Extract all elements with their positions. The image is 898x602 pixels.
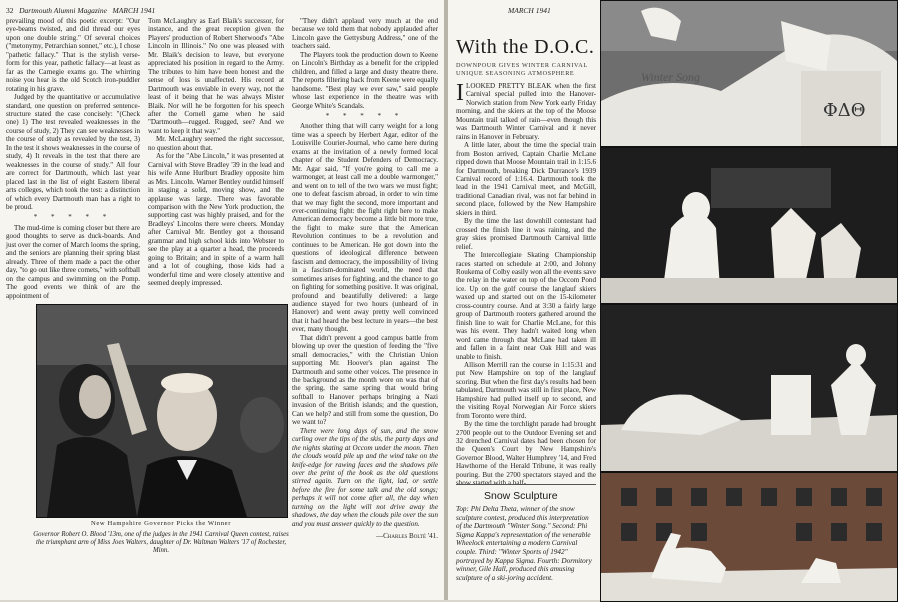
- running-head-right: [508, 6, 551, 15]
- paragraph: As for the "Abe Lincoln," it was presented at Carnival with Steve Bradley '39 in the lead and his wife Anne Hurlburt Bradley opposite him as Mrs. Lincoln. Warner Bentley outdid himself in staging a solid, moving show, and the applause was large. There was favorable comparison with the New York production, the supporting cast was highly praised, and for the Bradleys' Lincolns there were cheers. Monday after Carnival Mr. Bentley got a thousand grammar and high school kids into Webster to see the play at a quarter a head, the proceeds going to Britain; and in spite of a warm hall and a lot of coughing, those kids had a wonderful time and were closely attentive and seemed deeply impressed.: [148, 152, 284, 288]
- issue-date: MARCH 1941: [112, 6, 156, 15]
- sculpture-photo-2: [600, 147, 898, 304]
- sculpture-photo-3: [600, 304, 898, 472]
- article-body: [456, 80, 596, 488]
- paragraph: "They didn't applaud very much at the end because we told them that nobody applauded after Lincoln gave the Gettysburg Address," one of the teachers said.: [292, 17, 438, 51]
- paragraph: The Intercollegiate Skating Championship races started on schedule at 2:00, and Johnny Roukema of Colby easily won all the events save the relay in the water on top of the Occom Pond ice. Up on the golf course the langlauf skiers waxed up and started out on the 15-kilometer cross-country course. And at 3:30 a fairly large group of Dartmouth rooters gathered around the finish line to wait for Charlie McLane, for this was his event. They hadn't waited long when word came through that McLane had taken ill and fallen in a faint near Oak Hill and was unable to finish.: [456, 251, 596, 361]
- left-page: [0, 0, 444, 600]
- running-head: [6, 6, 155, 15]
- sculpture-lettering: Winter Song: [641, 70, 700, 84]
- left-column-1: [6, 17, 140, 299]
- paragraph: Another thing that will carry weight for a long time was a speech by Herbert Agar, editor of the Louisville Courier-Journal, who came here during exams at the invitation of a newly formed local chapter of the Student Defenders of Democracy. Mr. Agar said, "If you're going to call me a warmonger, at least call me a double warmonger," and went on to tell of the two wars we must fight; one to defeat fascism abroad, in order to win time that we may fight the second, more important and ever-continuing fight: the fight right here to make American democracy become a little bit more true, the fight to make sure that the American Revolution continues to be a revolution and continues to be American. He got down into the questions of ideological difference between fascism and democracy, the impossibility of living in a fascism-dominated world, the need that sometimes arises for fighting, and the chance to go on fighting for something positive. It was original, profound and beautifully delivered: a large audience stayed for two hours (unheard of in Hanover) and went away pretty well convinced that it had heard the best lecture in years—the best ever, many thought.: [292, 122, 438, 334]
- paragraph: The mud-time is coming closer but there are good thoughts to serve as duck-boards. And just over the corner of March looms the spring, and the seniors are planning their spring blast already. Three of them made a pact the other day, "to go out like three comets," with softball on the campus and swimming on the Pomp. The good events we think of are the appointment of: [6, 223, 140, 300]
- paragraph: By the time the torchlight parade had brought 2700 people out to the Outdoor Evening set and 32 drenched Carnival dates had been chosen for the Queen's Court by New Hampshire's Governor Blood, Walter Humphrey '14, and Fred Hawthorne of the Herald Tribune, it was really pouring. But the 2700 spectators stayed and the show started with a half-: [456, 420, 596, 488]
- photo-caption-title: New Hampshire Governor Picks the Winner: [90, 520, 232, 527]
- sculpture-photo-1: [600, 0, 898, 147]
- fraternity-letters: ΦΔΘ: [823, 100, 866, 121]
- paragraph: prevailing mood of this poetic excerpt: "Our eye-beams twisted, and did thread our eyes upon one double string." Of several choices ("metonymy, Petrarchian sonnet," etc.), I chose "pathetic fallacy." That is the stylish verse-form for this year, pathetic fallacy—at least as far as the Carnegie exams go. The whirring noise you hear is the old Scotch iron-puddler rotating in his grave.: [6, 17, 140, 93]
- sculpture-photo-2-image: [601, 148, 897, 303]
- paragraph: A little later, about the time the special train from Boston arrived, Captain Charlie McLane ripped down that Moose Mountain trail in 1:15.6 for Dartmouth, breaking Dick Durrance's 1939 Carnival record of 1:16.4. Dartmouth took the lead in the 1941 Carnival meet, and McGill, traditional Canadian rival, was not far behind in second place, followed by the New Hampshire skiers in third.: [456, 141, 596, 217]
- paragraph: There were long days of sun, and the snow curling over the tips of the skis, the party days and the nights skating at Occom under the moon. Then the clouds would pile up and the wind take on the knife-edge for rawing faces and the shadows pile over the print of the book as the old questions stirred again. Turn on the light, lad, or settle before the fire for some talk and the old songs; perhaps it will not come after all, the day when turning on the light will not drive away the shadows, the day when the clouds pile over the sun and you must answer quickly to the question.: [292, 426, 438, 528]
- paragraph: Tom McLaughry as Earl Blaik's successor, for instance, and the great reception given the Players' production of Robert Sherwood's "Abe Lincoln in Illinois." No one was pleased with Mr. Blaik's decision to leave, but everyone appreciated his position in regard to the Army. The tributes to him have been honest and the sense of loss is unaffected. His record at Dartmouth was enviable in every way, not the least of it being that he was always Mister Blaik. Nor will he be forgotten for his speech after the Cornell game when he said "Dartmouth—rugged. Rugged, see? And we want to keep it that way.": [148, 17, 284, 135]
- author-signature: —Charles Bolté '41.: [375, 532, 438, 541]
- sculpture-photo-4-image: [601, 473, 897, 601]
- paragraph: The Players took the production down to Keene on Lincoln's Birthday as a benefit for the crippled children, and filled a large and dusty theatre there. The reports filtering back from Keene were equally handsome. "Best play we ever saw," said people whose last experience in the theatre was with George White's Scandals.: [292, 50, 438, 110]
- magazine-title: Dartmouth Alumni Magazine: [19, 6, 107, 15]
- left-column-3: [292, 17, 438, 585]
- governor-photo-image: [37, 305, 287, 517]
- section-divider: * * * * *: [325, 111, 405, 120]
- photo-caption: Governor Robert O. Blood '13m, one of the judges in the 1941 Carnival Queen contest, raises the triumphant arm of Miss Joes Walters, daughter of Dr. Waltman Walters '17 of Rochester, Minn.: [33, 531, 289, 554]
- paragraph: Judged by the quantitative or accumulative standard, one question on preferred sentence-structure stated the case concisely: "(Check one) 1) The test revealed weaknesses in the course of study, 2) They can see weaknesses in the course of study as revealed by the test, 3) In the test it shows weaknesses in the course of study, 4) It reveals in the test that there are weaknesses in the course of study." All four are correct for Dartmouth, which last year placed last in the list of eight Eastern liberal arts colleges, which took the test: a distinction of which every Dartmouth man has a right to be proud.: [6, 93, 140, 211]
- sculpture-photo-1-image: [601, 1, 897, 146]
- sidebar-text: Top: Phi Delta Theta, winner of the snow sculpture contest, produced this interpretation of the Dartmouth "Winter Song." Second: Phi Sigma Kappa's representation of the venerable Wheelock entertaining a modern Carnival couple. Third: "Winter Sports of 1942" portrayed by Kappa Sigma. Fourth: Dormitory winner, Gile Hall, produced this amusing sculpture of a ski-joring accident.: [456, 505, 592, 582]
- paragraph: By the time the last downhill contestant had crossed the finish line it was raining, and the gray skies promised Dartmouth Carnival little relief.: [456, 217, 596, 251]
- sidebar-title: Snow Sculpture: [484, 490, 558, 502]
- left-column-2: [148, 17, 284, 299]
- drop-cap: I: [456, 80, 464, 106]
- sidebar-rule: [456, 484, 596, 485]
- sculpture-photo-4: [600, 472, 898, 602]
- paragraph: LOOKED PRETTY BLEAK when the first Carnival special pulled into the Hanover-Norwich station from New York early Friday morning, and the skiers at the top of the Moose Mountain trail talked of rain—even though this was Dartmouth Winter Carnival and it never rains in Hanover in February.: [456, 82, 596, 141]
- issue-date: MARCH 1941: [508, 6, 551, 15]
- article-headline: With the D.O.C.: [456, 36, 595, 58]
- right-page: [448, 0, 896, 600]
- paragraph: Allison Merrill ran the course in 1:15:31 and put New Hampshire on top of the langlauf scoring. But when the first day's results had been tabulated, Dartmouth was still in first place, New Hampshire had pulled itself up to second, and the visiting Royal Norwegian Air Force skiers from Toronto were third.: [456, 360, 596, 420]
- governor-photo: [36, 304, 288, 518]
- sculpture-photo-3-image: [601, 305, 897, 471]
- article-deck: DOWNPOUR GIVES WINTER CARNIVAL UNIQUE SEASONING ATMOSPHERE: [456, 62, 588, 77]
- page-number: 32: [6, 6, 14, 15]
- paragraph: Mr. McLaughry seemed the right successor, no question about that.: [148, 135, 284, 152]
- section-divider: * * * * *: [33, 213, 113, 222]
- paragraph: That didn't prevent a good campus battle from blowing up over the question of feeding the "five small democracies," with the Christian Union supporting Mr. Hoover's plan against The Dartmouth and some other voices. The presence in the background as the month wore on was that of the spring, the same spring that would bring softball to Hanover perhaps bringing a Nazi invasion of the British islands; and the question, Can we help? and still from some the question, Do we want to?: [292, 333, 438, 427]
